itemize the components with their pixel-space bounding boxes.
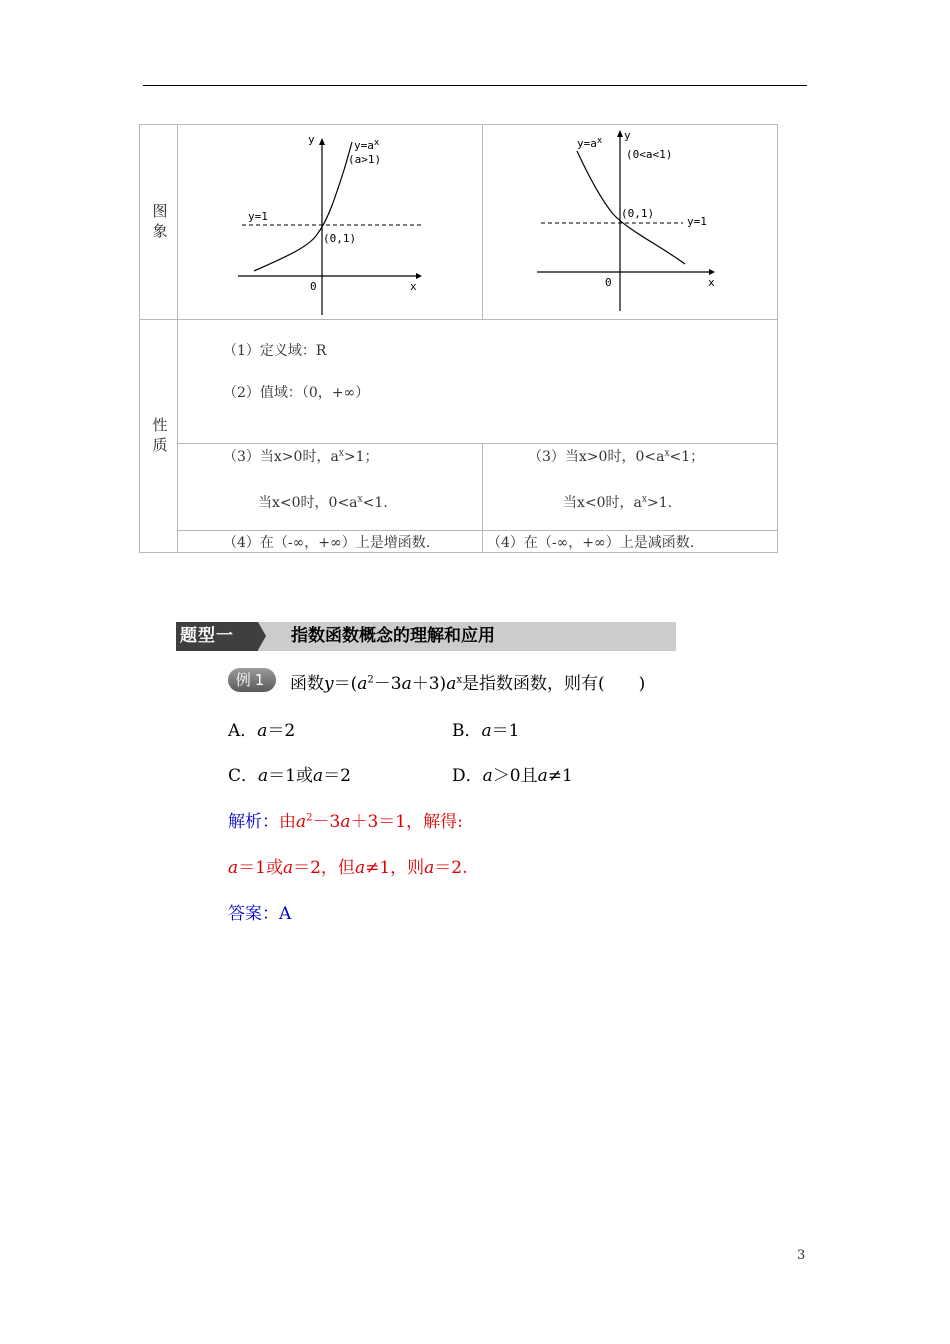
prop3-left-line1: （3）当x>0时，$a^x>1$；	[223, 448, 379, 465]
prop4-left: （4）在（-∞，+∞）上是增函数.	[223, 535, 431, 551]
graph-row-label: 图 象	[152, 202, 168, 240]
solution-line2: a＝1或a＝2，但a≠1，则a＝2.	[228, 858, 468, 878]
section-tag: 题型一	[176, 622, 258, 651]
prop4-right-cell	[482, 530, 778, 553]
header-rule	[143, 85, 807, 86]
y-axis-arrow	[319, 138, 325, 145]
option-d[interactable]: D．a＞0且a≠1	[452, 766, 573, 786]
x-axis-label: x	[410, 280, 417, 293]
curve-label: $y=a^x$	[354, 138, 380, 152]
props-common-cell	[177, 319, 778, 444]
point-label: (0,1)	[323, 232, 357, 245]
condition-label: (0<a<1)	[626, 148, 673, 161]
page-number: 3	[797, 1248, 806, 1263]
graph-row-label-cell	[139, 124, 178, 320]
prop-domain: （1）定义域：R	[223, 343, 327, 359]
example-badge: 例1	[228, 668, 276, 692]
prop4-left-cell	[177, 530, 483, 553]
prop-range: （2）值域：（0，+∞）	[223, 385, 370, 401]
line-label: y=1	[248, 210, 268, 223]
prop4-right: （4）在（-∞，+∞）上是减函数.	[487, 535, 695, 551]
properties-table	[139, 124, 778, 553]
y-axis-arrow	[617, 130, 623, 137]
section-title: 指数函数概念的理解和应用	[291, 626, 495, 646]
curve-label: $y=a^x$	[577, 136, 603, 150]
exp-curve-increasing	[254, 142, 352, 271]
graph-cell-a-lt-1	[482, 124, 778, 320]
props-row-label-cell	[139, 319, 178, 553]
origin-label: 0	[310, 280, 317, 293]
line-label: y=1	[687, 215, 707, 228]
option-a[interactable]: A．a＝2	[228, 721, 296, 741]
props-row-label: 性 质	[152, 416, 168, 454]
prop3-right-line2: 当x<0时，$a^x>1$.	[563, 494, 673, 511]
graph-cell-a-gt-1	[177, 124, 483, 320]
condition-label: (a>1)	[348, 153, 382, 166]
x-axis-arrow	[709, 269, 715, 275]
prop3-left-line2: 当x<0时，$0<a^x<1$.	[258, 494, 388, 511]
origin-label: 0	[605, 276, 612, 289]
prop3-left-cell	[177, 443, 483, 531]
example-stem: 函数$y=(a^2-3a+3)a^x$是指数函数，则有( )	[290, 674, 646, 694]
y-axis-label: y	[624, 129, 631, 142]
prop3-right-cell	[482, 443, 778, 531]
x-axis-arrow	[416, 273, 422, 279]
option-c[interactable]: C．a＝1或a＝2	[228, 766, 351, 786]
y-axis-label: y	[308, 133, 315, 146]
graph-exp-increasing	[178, 125, 484, 321]
solution-line1: 解析：由$a^2-3a+3=1$，解得:	[228, 812, 463, 832]
prop3-right-line1: （3）当x>0时，$0<a^x<1$；	[528, 448, 705, 465]
point-label: (0,1)	[621, 207, 655, 220]
graph-exp-decreasing	[483, 125, 779, 321]
answer-line: 答案：A	[228, 904, 292, 924]
x-axis-label: x	[708, 276, 715, 289]
section-tag-arrow	[258, 622, 266, 650]
option-b[interactable]: B．a＝1	[452, 721, 520, 741]
